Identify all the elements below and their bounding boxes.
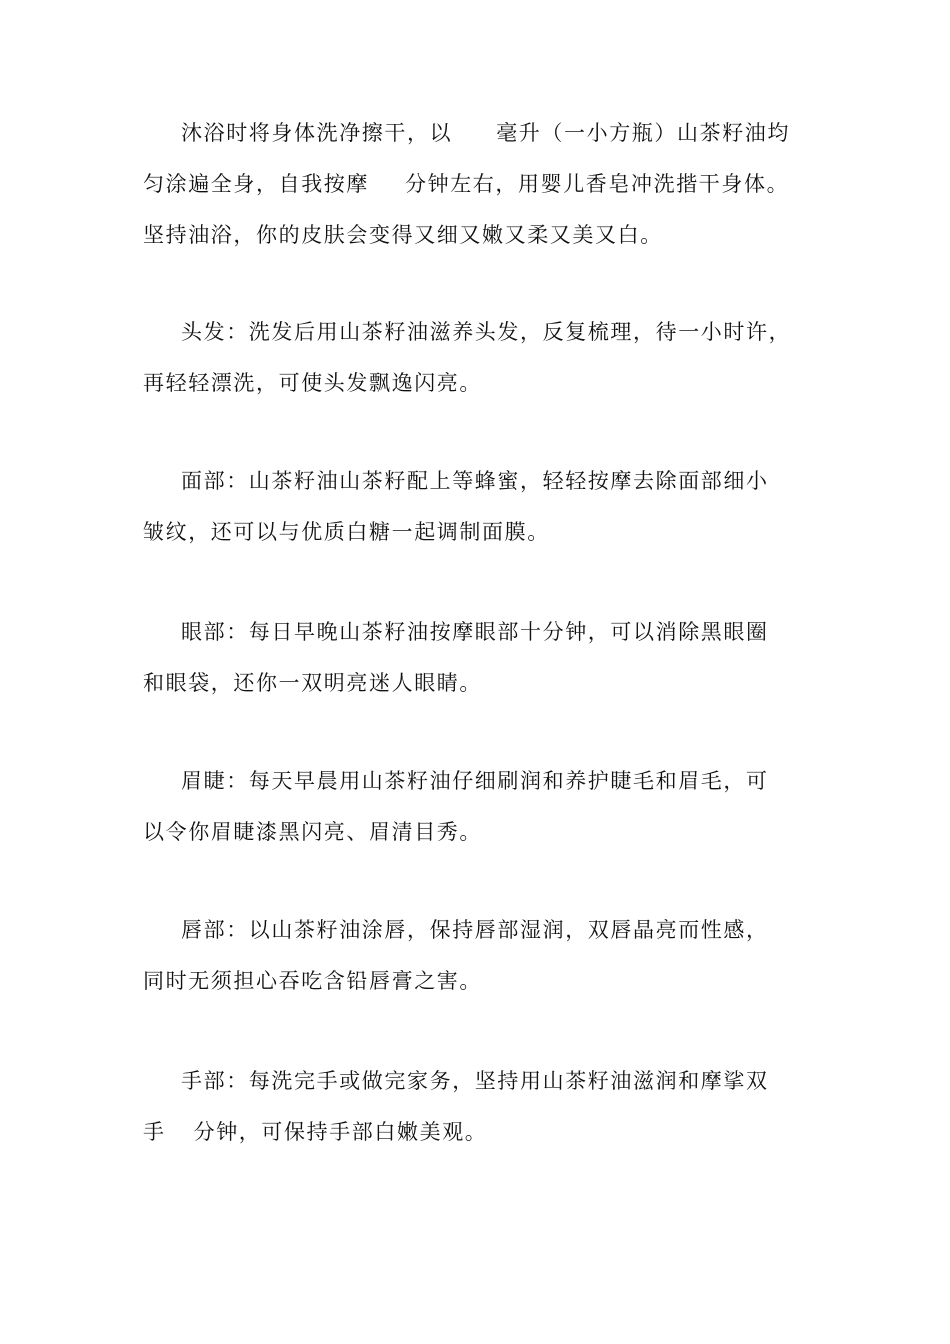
text-run: 手 <box>143 1120 166 1144</box>
paragraph-face <box>143 456 813 558</box>
paragraph-bath <box>143 108 813 261</box>
paragraph-line: 再轻轻漂洗，可使头发飘逸闪亮。 <box>143 371 482 395</box>
paragraph-lips <box>143 905 813 1007</box>
text-run: 分钟，可保持手部白嫩美观。 <box>193 1120 488 1144</box>
paragraph-line <box>143 159 813 210</box>
text-run: 毫升（一小方瓶）山茶籽油均 <box>496 121 791 145</box>
paragraph-line <box>143 108 813 159</box>
paragraph-line: 唇部：以山茶籽油涂唇，保持唇部湿润，双唇晶亮而性感， <box>181 918 769 942</box>
paragraph-line: 头发：洗发后用山茶籽油滋养头发，反复梳理，待一小时许， <box>181 320 792 344</box>
paragraph-brows <box>143 756 813 858</box>
paragraph-line: 手部：每洗完手或做完家务，坚持用山茶籽油滋润和摩挲双 <box>181 1069 769 1093</box>
paragraph-line: 以令你眉睫漆黑闪亮、眉清目秀。 <box>143 820 482 844</box>
paragraph-hair <box>143 307 813 409</box>
paragraph-line: 眉睫：每天早晨用山茶籽油仔细刷润和养护睫毛和眉毛，可 <box>181 769 769 793</box>
paragraph-line: 皱纹，还可以与优质白糖一起调制面膜。 <box>143 520 550 544</box>
paragraph-line: 面部：山茶籽油山茶籽配上等蜂蜜，轻轻按摩去除面部细小 <box>181 469 769 493</box>
text-run: 分钟左右，用婴儿香皂冲洗揩干身体。 <box>405 172 790 196</box>
paragraph-line: 坚持油浴，你的皮肤会变得又细又嫩又柔又美又白。 <box>143 223 663 247</box>
paragraph-line: 同时无须担心吞吃含铅唇膏之害。 <box>143 969 482 993</box>
paragraph-line: 和眼袋，还你一双明亮迷人眼睛。 <box>143 671 482 695</box>
paragraph-hands <box>143 1056 813 1158</box>
text-run: 沐浴时将身体洗净擦干，以 <box>181 121 453 145</box>
paragraph-line: 眼部：每日早晚山茶籽油按摩眼部十分钟，可以消除黑眼圈 <box>181 620 769 644</box>
paragraph-line <box>143 1107 813 1158</box>
text-run: 匀涂遍全身，自我按摩 <box>143 172 369 196</box>
paragraph-eyes <box>143 607 813 709</box>
